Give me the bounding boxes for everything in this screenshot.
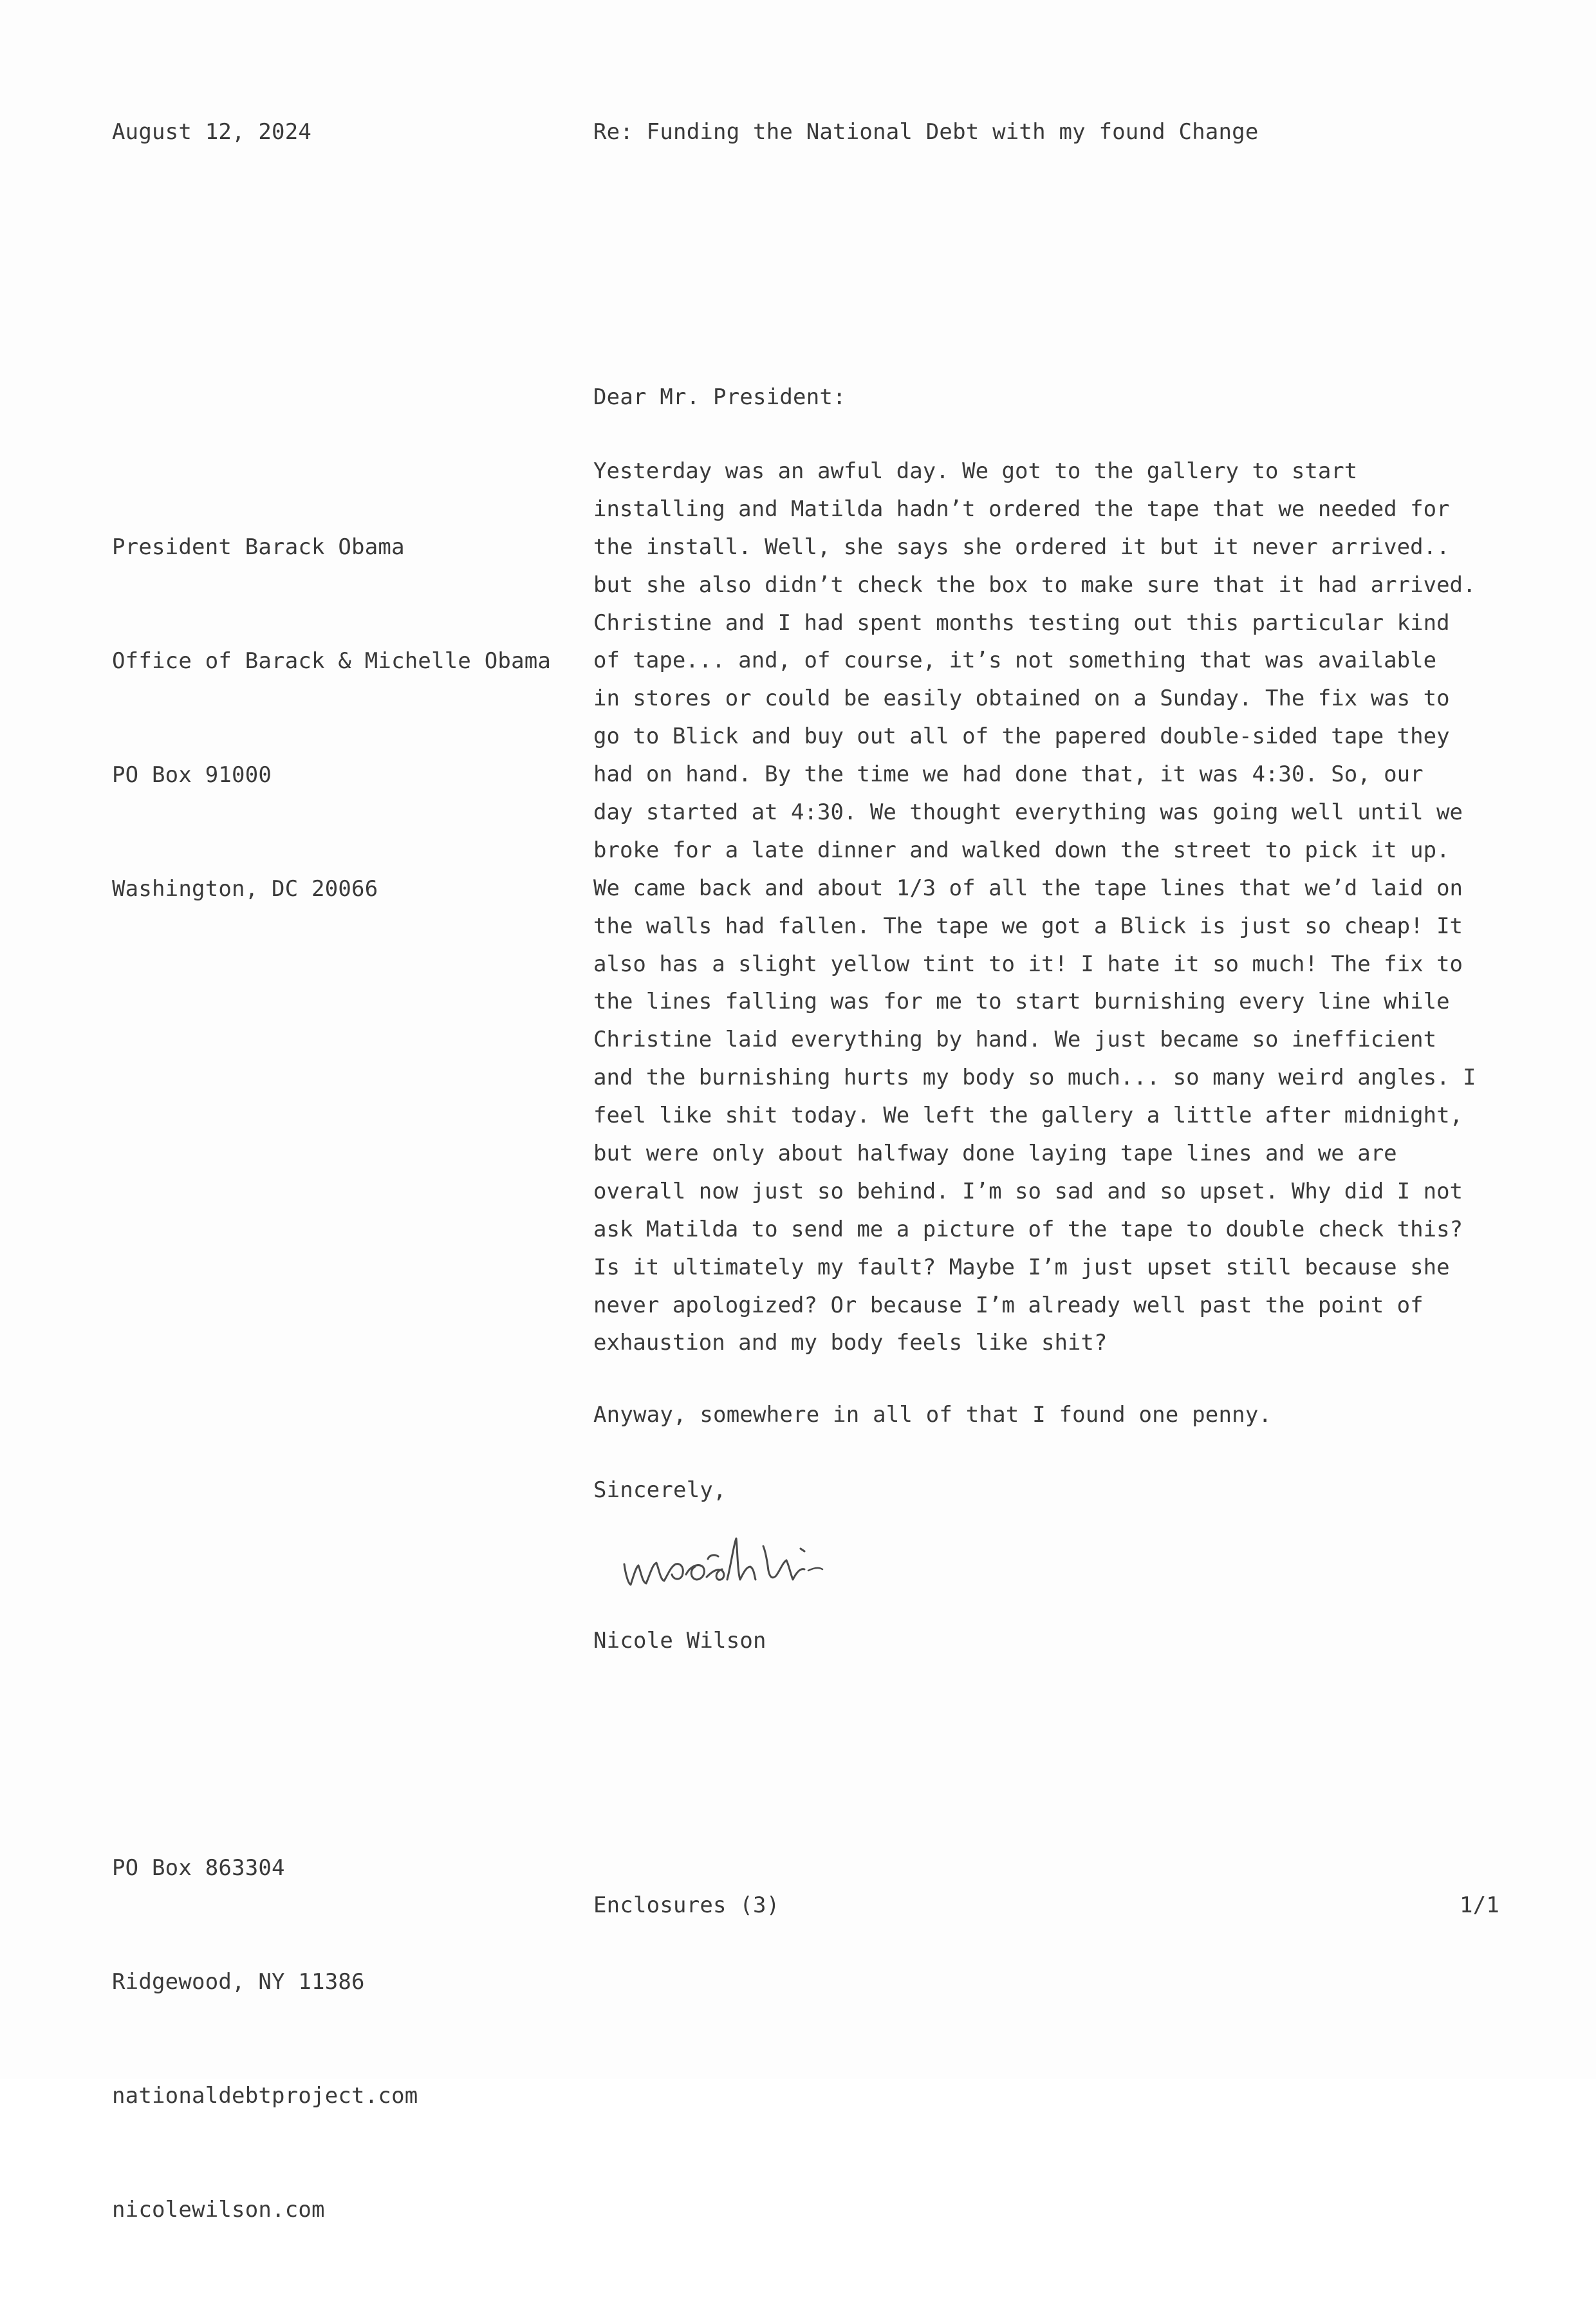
letter-body [593, 453, 1507, 1362]
body-line: Christine laid everything by hand. We just became so inefficient [593, 1027, 1437, 1053]
recipient-address [112, 453, 551, 984]
valediction: Sincerely, [593, 1477, 727, 1503]
body-line: also has a slight yellow tint to it! I hate it so much! The fix to [593, 951, 1463, 977]
letter-subject: Re: Funding the National Debt with my found Change [593, 119, 1259, 145]
salutation: Dear Mr. President: [593, 384, 846, 410]
sender-website: nationaldebtproject.com [112, 2083, 418, 2109]
body-line: never apologized? Or because I’m already well past the point of [593, 1292, 1424, 1318]
recipient-po-box: PO Box 91000 [112, 762, 272, 788]
body-line: ask Matilda to send me a picture of the tape to double check this? [593, 1216, 1463, 1242]
sender-website: nicolewilson.com [112, 2197, 325, 2223]
body-line: of tape... and, of course, it’s not something that was available [593, 648, 1437, 674]
letter-date: August 12, 2024 [112, 119, 312, 145]
body-line: in stores or could be easily obtained on a Sunday. The fix was to [593, 686, 1450, 712]
page-number: 1/1 [1460, 1892, 1500, 1918]
body-line: the walls had fallen. The tape we got a Blick is just so cheap! It [593, 913, 1463, 939]
body-line: broke for a late dinner and walked down the street to pick it up. [593, 837, 1450, 863]
body-line: installing and Matilda hadn’t ordered the tape that we needed for [593, 496, 1450, 522]
body-line: Is it ultimately my fault? Maybe I’m just upset still because she [593, 1254, 1450, 1280]
body-line: had on hand. By the time we had done that, it was 4:30. So, our [593, 761, 1424, 788]
body-line: but were only about halfway done laying tape lines and we are [593, 1141, 1397, 1167]
body-line: Yesterday was an awful day. We got to the gallery to start [593, 458, 1358, 484]
recipient-office: Office of Barack & Michelle Obama [112, 648, 552, 674]
closing-paragraph: Anyway, somewhere in all of that I found one penny. [593, 1402, 1272, 1428]
body-line: Christine and I had spent months testing out this particular kind [593, 610, 1450, 636]
body-line: the lines falling was for me to start burnishing every line while [593, 989, 1450, 1015]
body-line: go to Blick and buy out all of the papered double-sided tape they [593, 723, 1450, 750]
sender-city: Ridgewood, NY 11386 [112, 1969, 365, 1995]
body-line: exhaustion and my body feels like shit? [593, 1330, 1108, 1356]
body-line: day started at 4:30. We thought everything was going well until we [593, 799, 1463, 826]
recipient-name: President Barack Obama [112, 534, 405, 560]
signer-name: Nicole Wilson [593, 1628, 766, 1654]
sender-address [112, 1773, 418, 2305]
body-line: We came back and about 1/3 of all the tape lines that we’d laid on [593, 875, 1463, 901]
body-line: overall now just so behind. I’m so sad and so upset. Why did I not [593, 1178, 1463, 1204]
recipient-city: Washington, DC 20066 [112, 876, 378, 902]
enclosures-note: Enclosures (3) [593, 1892, 780, 1918]
body-line: the install. Well, she says she ordered it but it never arrived.. [593, 534, 1450, 560]
body-line: and the burnishing hurts my body so much... so many weird angles. I [593, 1065, 1476, 1091]
body-line: feel like shit today. We left the gallery a little after midnight, [593, 1103, 1463, 1129]
sender-po-box: PO Box 863304 [112, 1855, 285, 1881]
handwritten-signature [618, 1513, 914, 1596]
body-line: but she also didn’t check the box to make sure that it had arrived. [593, 572, 1476, 598]
